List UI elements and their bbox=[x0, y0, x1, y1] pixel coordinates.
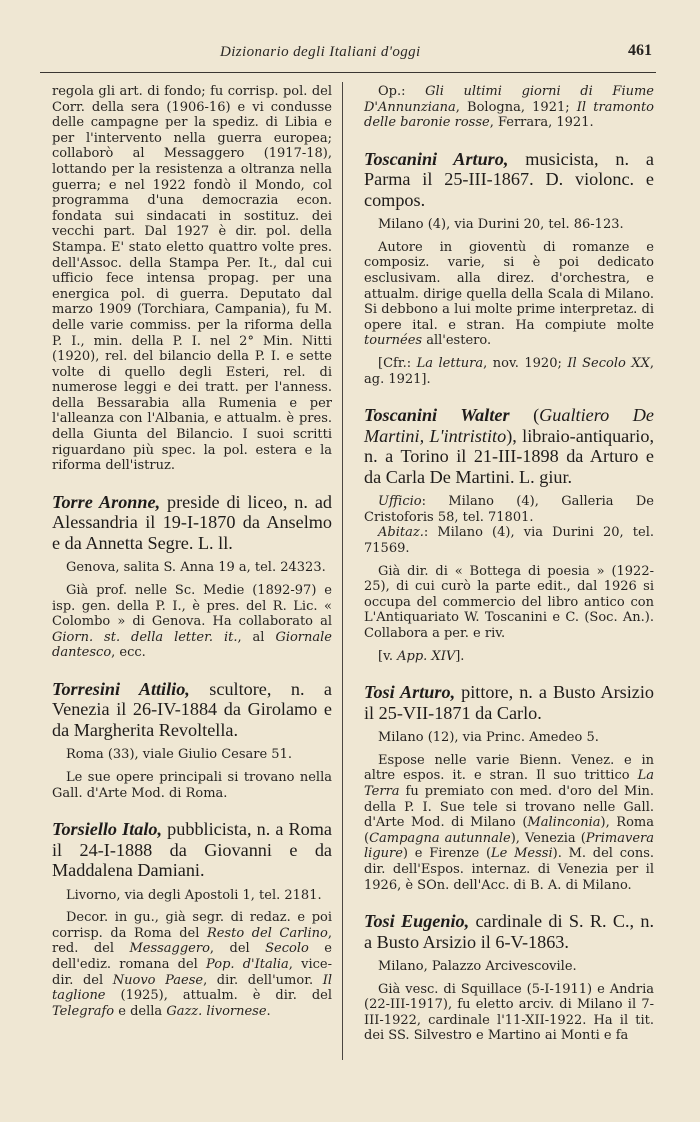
bio-text: , dir. dell'umor. bbox=[203, 972, 323, 988]
entry-heading-text: ( bbox=[509, 405, 540, 426]
ref-title: App. XIV bbox=[397, 648, 456, 664]
entry-heading-text: pubblicista, n. a Roma il 24-I-1888 da Giovanni e da Maddalena Damiani. bbox=[52, 819, 332, 881]
entry-name: Torre Aronne, bbox=[52, 491, 161, 512]
bio-text: . bbox=[266, 1003, 271, 1019]
header-rule bbox=[40, 72, 656, 73]
entry-heading-text: preside di liceo, n. ad Alessandria il 19-I-1870 da Anselmo e da Annetta Segre. L. ll. bbox=[52, 491, 332, 553]
bio-text: Decor. in gu., già segr. di redaz. e poi corrisp. da Roma del bbox=[52, 910, 332, 941]
entry-heading-text: ), libraio-antiquario, n. a Torino il 21-III-1898 da Arturo e da Carla De Martini. L. giur. bbox=[364, 425, 654, 487]
bio-title: La Terra bbox=[364, 768, 654, 799]
entry-heading bbox=[52, 679, 332, 741]
works-text: , Ferrara, 1921. bbox=[489, 115, 594, 131]
entry-bio: Già dir. di « Bottega di poesia » (1922-25), di cui curò la parte edit., dal 1926 si occupa del commercio del libro antico con L'Antiquariato W. Toscanini e C. (Soc. An.). Collabora a per. e riv. bbox=[364, 563, 654, 641]
entry-bio: Le sue opere principali si trovano nella Gall. d'Arte Mod. di Roma. bbox=[52, 770, 332, 801]
running-title: Dizionario degli Italiani d'oggi bbox=[220, 44, 421, 60]
entry-tosi-arturo bbox=[364, 682, 654, 893]
bio-title: Giornale dantesco bbox=[52, 629, 332, 661]
entry-heading bbox=[364, 149, 654, 211]
bio-title: Resto del Carlino bbox=[206, 925, 328, 941]
column-divider bbox=[342, 82, 343, 1060]
bio-text: ), Roma ( bbox=[364, 815, 654, 846]
bio-text: Espose nelle varie Bienn. Venez. e in altre espos. it. e stran. Il suo trittico bbox=[364, 752, 654, 784]
continuation-works bbox=[364, 84, 654, 131]
bio-text: e della bbox=[114, 1003, 167, 1019]
entry-address: Milano (4), via Durini 20, tel. 86-123. bbox=[378, 217, 624, 233]
bio-text: (1925), attualm. è dir. del bbox=[105, 988, 332, 1004]
running-header bbox=[0, 44, 700, 68]
work-title: Il tramonto delle baronie rosse bbox=[364, 99, 654, 131]
entry-toscanini-walter bbox=[364, 405, 654, 664]
page-number: 461 bbox=[628, 42, 652, 59]
bio-title: Malinconia bbox=[527, 815, 601, 831]
bio-text: , al bbox=[237, 629, 276, 645]
bio-text: all'estero. bbox=[422, 333, 492, 349]
entry-name: Torsiello Italo, bbox=[52, 819, 163, 840]
entry-bio: Già vesc. di Squillace (5-I-1911) e Andria (22-III-1917), fu eletto arciv. di Milano il 7-III-1922, cardinale l'11-XII-1922. Ha il tit. dei SS. Silvestro e Martino ai Monti e fa bbox=[364, 981, 654, 1044]
entry-heading-text: musicista, n. a Parma il 25-III-1867. D. violonc. e compos. bbox=[364, 148, 654, 210]
entry-address: Livorno, via degli Apostoli 1, tel. 2181. bbox=[66, 887, 322, 903]
ref-text: ]. bbox=[455, 648, 465, 664]
entry-heading-text: scultore, n. a Venezia il 26-IV-1884 da Girolamo e da Margherita Revoltella. bbox=[52, 678, 332, 740]
bio-title: Campagna autunnale bbox=[369, 830, 511, 846]
entry-toscanini-arturo bbox=[364, 149, 654, 387]
ref-text: , ag. 1921]. bbox=[364, 356, 654, 387]
bio-text: , del bbox=[209, 941, 266, 957]
bio-text: ), Venezia ( bbox=[510, 830, 586, 846]
entry-name: Tosi Arturo, bbox=[364, 682, 456, 703]
bio-title: tournées bbox=[364, 333, 423, 349]
ref-title: Il Secolo XX bbox=[567, 356, 650, 372]
bio-text: , ecc. bbox=[111, 645, 146, 661]
bio-title: Nuovo Paese bbox=[112, 972, 204, 988]
entry-heading bbox=[52, 492, 332, 554]
home-address: : Milano (4), via Durini 20, tel. 71569. bbox=[364, 525, 654, 556]
entry-reference bbox=[364, 356, 654, 387]
right-column bbox=[364, 84, 654, 1044]
entry-bio bbox=[52, 583, 332, 661]
office-address: : Milano (4), Galleria De Cristoforis 58, tel. 71801. bbox=[364, 494, 654, 525]
entry-address: Roma (33), viale Giulio Cesare 51. bbox=[66, 747, 292, 763]
entry-bio bbox=[364, 753, 654, 893]
office-label: Ufficio bbox=[378, 494, 422, 510]
entry-torresini-attilio bbox=[52, 679, 332, 801]
entry-address: Genova, salita S. Anna 19 a, tel. 24323. bbox=[66, 560, 326, 576]
bio-text: , vice-dir. del bbox=[52, 957, 332, 988]
entry-heading bbox=[364, 682, 654, 723]
bio-title: Primavera ligure bbox=[364, 830, 654, 862]
entry-heading-text: pittore, n. a Busto Arsizio il 25-VII-1871 da Carlo. bbox=[364, 682, 654, 723]
works-text: , Bologna, 1921; bbox=[455, 99, 577, 115]
entry-name: Toscanini Arturo, bbox=[364, 148, 509, 169]
bio-title: Secolo bbox=[265, 941, 309, 957]
entry-name: Torresini Attilio, bbox=[52, 678, 190, 699]
entry-name: Tosi Eugenio, bbox=[364, 911, 470, 932]
entry-reference bbox=[364, 649, 654, 665]
entry-bio bbox=[52, 910, 332, 1019]
entry-torre-aronne bbox=[52, 492, 332, 661]
bio-title: Telegrafo bbox=[52, 1003, 115, 1019]
entry-name: Toscanini Walter bbox=[364, 405, 510, 426]
left-column bbox=[52, 84, 332, 1019]
entry-pseudonyms: Gualtiero De Martini, L'intristito bbox=[364, 405, 654, 446]
entry-tosi-eugenio bbox=[364, 911, 654, 1044]
bio-title: Le Messi bbox=[491, 846, 553, 862]
entry-heading bbox=[364, 911, 654, 952]
bio-title: Pop. d'Italia bbox=[206, 957, 289, 973]
home-label: Abitaz. bbox=[378, 525, 424, 541]
entry-address: Milano (12), via Princ. Amedeo 5. bbox=[378, 730, 599, 746]
entry-address: Milano, Palazzo Arcivescovile. bbox=[378, 959, 577, 975]
ref-text: , nov. 1920; bbox=[483, 356, 568, 372]
bio-title: Il taglione bbox=[52, 972, 332, 1004]
work-title: Gli ultimi giorni di Fiume D'Annunziana bbox=[364, 84, 654, 115]
continuation-text: regola gli art. di fondo; fu corrisp. pol. del Corr. della sera (1906-16) e vi condusse delle campagne per la spediz. di Libia e per l'intervento nella guerra europea; collaborò al Messaggero (1917-18), lottando per la resistenza a oltranza nella guerra; e nel 1922 fondò il Mondo, col programma d'una democrazia econ. fondata sui sindacati in sostituz. dei vecchi part. Dal 1927 è dir. pol. della Stampa. E' stato eletto quattro volte pres. dell'Assoc. della Stampa Per. It., dal cui ufficio fece intensa propag. per una energica pol. di guerra. Deputato dal marzo 1909 (Torchiara, Campania), fu M. delle varie commiss. per la riforma della P. I., min. della P. I. nel 2° Min. Nitti (1920), rel. del bilancio della P. I. e sette volte di quello degli Esteri, rel. di numerose leggi e dei tratt. per l'anness. della Bessarabia alla Rumenia e per l'alleanza con l'Albania, e attualm. è pres. della Giunta del Bilancio. I suoi scritti riguardano più spec. la pol. estera e la riforma dell'istruz. bbox=[52, 84, 332, 474]
works-label: Op.: bbox=[378, 84, 426, 99]
bio-title: Gazz. livornese bbox=[166, 1003, 267, 1019]
ref-text: [Cfr.: bbox=[378, 356, 417, 372]
entry-heading-text: cardinale di S. R. C., n. a Busto Arsizio il 6-V-1863. bbox=[364, 911, 654, 952]
entry-home bbox=[364, 525, 654, 556]
bio-text: , red. del bbox=[52, 925, 332, 957]
bio-title: Giorn. st. della letter. it. bbox=[52, 629, 238, 645]
bio-text: Autore in gioventù di romanze e composiz. varie, si è poi dedicato esclusivam. alla direz. d'orchestra, e attualm. dirige quella della Scala di Milano. Si debbono a lui molte prime interpretaz. di opere ital. e stran. Ha compiute molte bbox=[364, 239, 654, 333]
bio-text: Già prof. nelle Sc. Medie (1892-97) e isp. gen. della P. I., è pres. del R. Lic. « Colombo » di Genova. Ha collaborato al bbox=[52, 582, 332, 630]
entry-torsiello-italo bbox=[52, 819, 332, 1019]
entry-office bbox=[364, 494, 654, 525]
bio-text: ). M. del cons. dir. dell'Espos. internaz. di Venezia per il 1926, è SOn. dell'Acc. di B. A. di Milano. bbox=[364, 846, 654, 893]
entry-heading bbox=[52, 819, 332, 881]
ref-title: La lettura bbox=[416, 356, 484, 372]
bio-text: fu premiato con med. d'oro del Min. della P. I. Sue tele si trovano nelle Gall. d'Arte Mod. di Milano ( bbox=[364, 783, 654, 831]
entry-bio bbox=[364, 240, 654, 349]
entry-heading bbox=[364, 405, 654, 487]
bio-text: e dell'ediz. romana del bbox=[52, 941, 332, 973]
ref-text: [v. bbox=[378, 648, 398, 664]
bio-title: Messaggero bbox=[129, 941, 210, 957]
bio-text: ) e Firenze ( bbox=[402, 846, 492, 862]
